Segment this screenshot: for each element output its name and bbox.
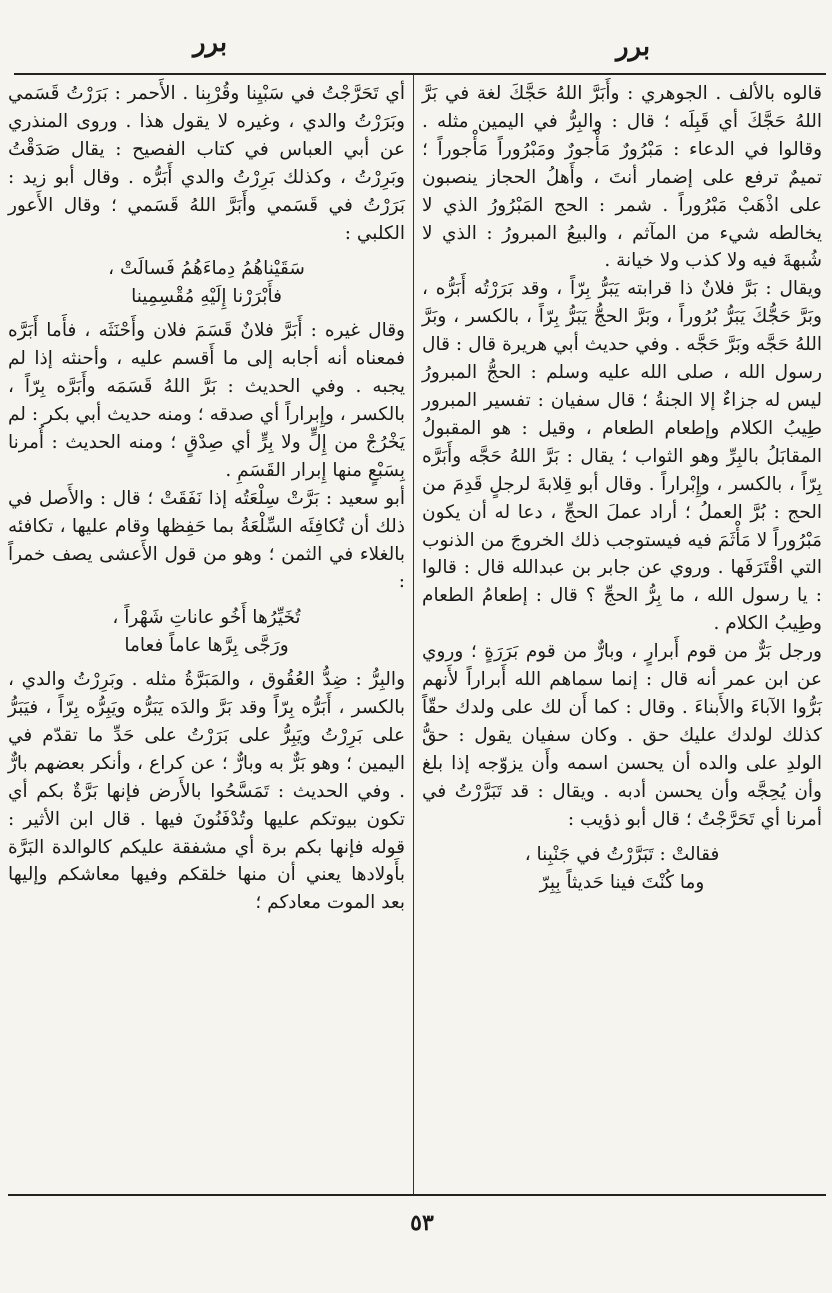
paragraph: قالوه بالألف . الجوهري : وأَبَرَّ اللهُ حَجَّكَ لغة في بَرَّ اللهُ حَجَّكَ أي قَبِلَه ؛ قال : والبِرُّ في اليمين مثله . وقالوا في الدعاء : مَبْرُورٌ مَأْجورٌ ومَبْرُوراً مَأْجوراً ؛ تميمٌ ترفع على إضمار أنتَ ، وأَهلُ الحجاز ينصبون على اذْهَبْ مَبْرُوراً . شمر : الحج المَبْرُورُ الذي لا يخالطه شيء من المآثم ، والبيعُ المبرورُ : الذي لا شُبهةَ فيه ولا كذب ولا خيانة . xyxy=(422,83,822,272)
poem-verse xyxy=(8,604,405,660)
verse-line: سَقَيْناهُمُ دِماءَهُمُ فَسالَتْ ، xyxy=(108,258,305,280)
column-divider xyxy=(413,75,414,1194)
footer-rule xyxy=(8,1194,826,1196)
verse-line: وما كُنْتَ فينا حَديثاً بِبِرّ xyxy=(539,872,705,894)
paragraph: أي تَحَرَّجْتُ في سَبْيِنا وقُرْبِنا . الأَحمر : بَرَرْتُ قَسَمي وبَرَرْتُ والدي ، وغيره لا يقول هذا . وروى المنذري عن أبي العباس في كتاب الفصيح : يقال صَدَقْتُ وبَرِرْتُ ، وكذلك بَرِرْتُ والدي أَبَرُّه . وقال أبو زيد : بَرَرْتُ في قَسَمي وأَبَرَّ اللهُ قَسَمي ؛ وقال الأَعور الكلبي : xyxy=(8,83,405,244)
paragraph: ويقال : بَرَّ فلانٌ ذا قرابته يَبَرُّ بِرّاً ، وقد بَرَرْتُه أَبَرُّه ، وبَرَّ حَجُّكَ يَبَرُّ بُرُوراً ، وبَرَّ الحجُّ يَبَرُّ بِرّاً ، بالكسر ، وبَرَّ اللهُ حَجَّه وبَرَّ حَجَّه . وفي حديث أبي هريرة قال : قال رسول الله ، صلى الله عليه وسلم : الحجُّ المبرورُ ليس له جزاءٌ إلا الجنةُ ؛ قال سفيان : تفسير المبرور طِيبُ الكلام وإطعام الطعام ، وقيل : هو المقبولُ المقابَلُ بالبِرِّ وهو الثواب ؛ يقال : بَرَّ اللهُ حَجَّه وأَبَرَّه بِرّاً ، بالكسر ، وإِبْراراً . وقال أبو قِلابةَ لرجلٍ قَدِمَ من الحج : بُرَّ العملُ ؛ أراد عملَ الحجِّ ، دعا له أن يكون مَبْرُوراً لا مَأْثَمَ فيه فيستوجب ذلك الخروجَ من الذنوب التي اقْتَرَفَها . وروي عن جابر بن عبدالله قال : قالوا : يا رسول الله ، ما بِرُّ الحجِّ ؟ قال : إطعامُ الطعام وطِيبُ الكلام . xyxy=(422,278,822,635)
verse-line: ورَجَّى بِرَّها عاماً فعاما xyxy=(124,635,289,657)
poem-verse xyxy=(422,841,822,897)
page-number: ٥٣ xyxy=(410,1210,434,1236)
paragraph: والبِرُّ : ضِدُّ العُقُوق ، والمَبَرَّةُ مثله . وبَرِرْتُ والدي ، بالكسر ، أَبَرُّه بِرّاً وقد بَرَّ والدَه يَبَرُّه ويَبِرُّه بِرّاً ، فيَبَرُّ على بَرِرْتُ ويَبِرُّ على بَرَرْتُ على حَدِّ ما تقدّم في اليمين ؛ وهو بَرٌّ به وبارٌّ ؛ عن كراع ، وأنكر بعضهم بارٌّ . وفي الحديث : تَمَسَّحُوا بالأَرض فإنها بَرَّةٌ بكم أي تكون بيوتكم عليها وتُدْفَنُونَ فيها . قال ابن الأثير : قوله فإنها بكم برة أي مشفقة عليكم كالوالدة البَرَّة بأَولادها يعني أن منها خلقكم وفيها معاشكم وإليها بعد الموت معادكم ؛ xyxy=(8,669,405,914)
header-root-word-left: برر xyxy=(193,28,228,58)
paragraph: أبو سعيد : بَرَّتْ سِلْعَتُه إذا نَفَقَتْ ؛ قال : والأَصل في ذلك أن تُكافِئَه السِّلْعَةُ بما حَفِظها وقام عليها ، تكافئه بالغلاء في الثمن ؛ وهو من قول الأَعشى يصف خمراً : xyxy=(8,487,405,593)
verse-line: تُخَيِّرُها أَخُو عاناتِ شَهْراً ، xyxy=(112,607,301,629)
header-rule xyxy=(14,73,826,75)
paragraph: ورجل بَرٌّ من قوم أَبرارٍ ، وبارٌّ من قوم بَرَرَةٍ ؛ وروي عن ابن عمر أنه قال : إنما سماهم الله أَبراراً لأَنهم بَرُّوا الآباءَ والأَبناءَ . وقال : كما أَن لك على ولدك حقّاً كذلك لولدك عليك حق . وكان سفيان يقول : حقُّ الولدِ على والده أن يحسن اسمه وأَن يزوّجه إذا بلغ وأن يُحِجَّه وأن يحسن أدبه . ويقال : قد تَبَرَّرْتُ في أمرنا أي تَحَرَّجْتُ ؛ قال أبو ذؤيب : xyxy=(422,641,822,830)
poem-verse xyxy=(8,255,405,311)
right-column xyxy=(422,80,822,903)
left-column xyxy=(8,80,405,917)
verse-line: فقالتْ : تَبَرَّرْتُ في جَنْبِنا ، xyxy=(524,844,720,866)
paragraph: وقال غيره : أَبَرَّ فلانٌ قَسَمَ فلان وأَحْنَثَه ، فأَما أَبَرَّه فمعناه أنه أجابه إلى ما أَقسم عليه ، وأحنثه إذا لم يجبه . وفي الحديث : بَرَّ اللهُ قَسَمَه وأَبَرَّه بِرّاً ، بالكسر ، وإِبراراً أي صدقه ؛ ومنه حديث أبي بكر : لم يَخْرُجْ من إِلٍّ ولا بِرٍّ أي صِدْقٍ ؛ ومنه الحديث : أُمرنا بِسَبْعٍ منها إِبرار القَسَمِ . xyxy=(8,320,405,481)
verse-line: فأَبْرَرْنا إِلَيْهِ مُقْسِمِينا xyxy=(131,286,282,308)
page-header xyxy=(0,22,832,72)
header-root-word-right: برر xyxy=(616,32,651,62)
